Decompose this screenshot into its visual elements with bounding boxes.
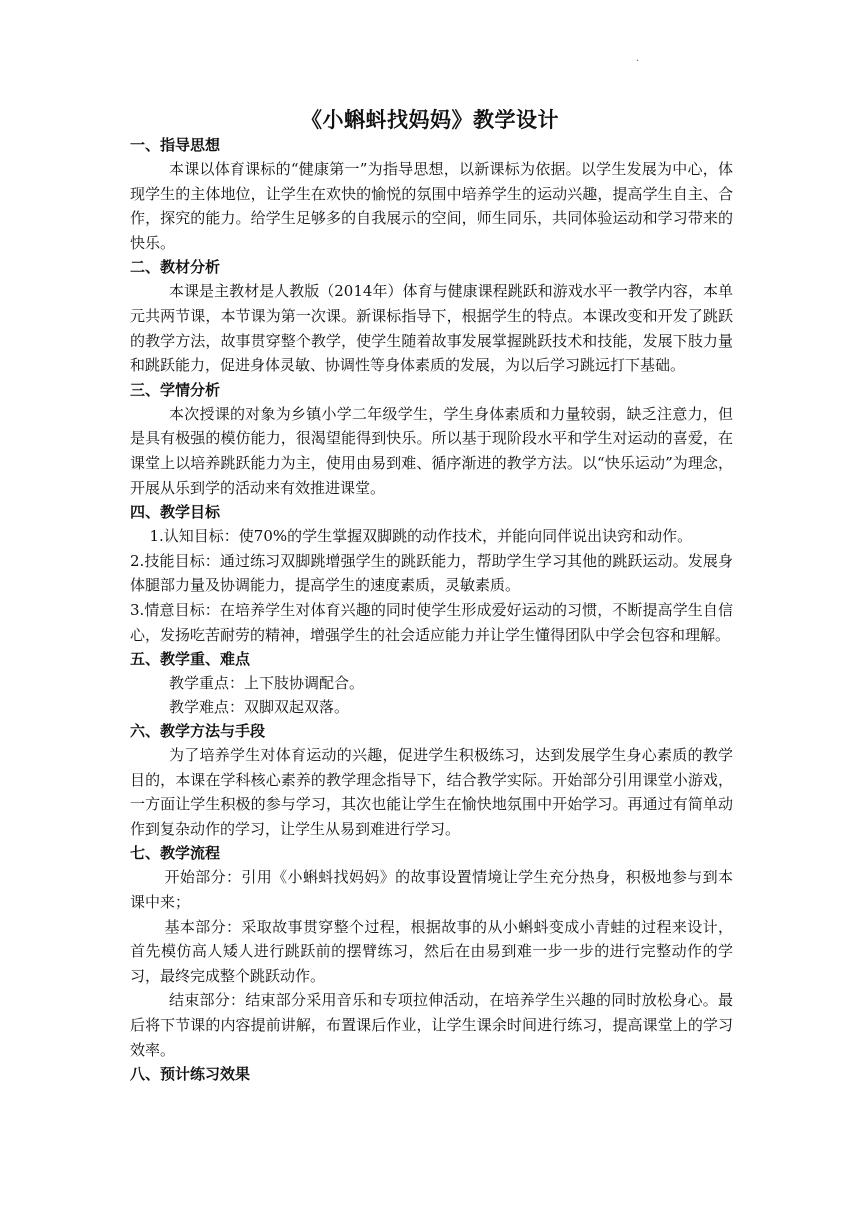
process-closing: 结束部分：结束部分采用音乐和专项拉伸活动，在培养学生兴趣的同时放松身心。最后将下节课的内容提前讲解，布置课后作业，让学生课余时间进行练习，提高课堂上的学习效率。 bbox=[130, 991, 733, 1059]
section-heading-key-points: 五、教学重、难点 bbox=[130, 650, 251, 669]
learner-analysis-paragraph: 本次授课的对象为乡镇小学二年级学生，学生身体素质和力量较弱，缺乏注意力，但是具有极强的模仿能力，很渴望能得到快乐。所以基于现阶段水平和学生对运动的喜爱，在课堂上以培养跳跃能力为主，使用由易到难、循序渐进的教学方法。以“快乐运动”为理念，开展从乐到学的活动来有效推进课堂。 bbox=[130, 404, 733, 497]
section-heading-guiding-thought: 一、指导思想 bbox=[130, 136, 221, 154]
section-heading-expected-effect: 八、预计练习效果 bbox=[130, 1065, 251, 1084]
difficult-point: 教学难点：双脚双起双落。 bbox=[169, 698, 350, 717]
section-heading-teaching-process: 七、教学流程 bbox=[130, 844, 221, 863]
goal-skill: 2.技能目标：通过练习双脚跳增强学生的跳跃能力，帮助学生学习其他的跳跃运动。发展身体腿部力量及协调能力，提高学生的速度素质，灵敏素质。 bbox=[130, 551, 733, 595]
guiding-thought-paragraph: 本课以体育课标的“健康第一”为指导思想，以新课标为依据。以学生发展为中心，体现学生的主体地位，让学生在欢快的愉悦的氛围中培养学生的运动兴趣，提高学生自主、合作，探究的能力。给学生足够多的自我展示的空间，师生同乐，共同体验运动和学习带来的快乐。 bbox=[130, 160, 733, 252]
document-title: 《小蝌蚪找妈妈》教学设计 bbox=[301, 107, 559, 132]
section-heading-teaching-goals: 四、教学目标 bbox=[130, 503, 221, 522]
section-heading-material-analysis: 二、教材分析 bbox=[130, 258, 221, 277]
goal-affective: 3.情意目标：在培养学生对体育兴趣的同时使学生形成爱好运动的习惯，不断提高学生自信心，发扬吃苦耐劳的精神，增强学生的社会适应能力并让学生懂得团队中学会包容和理解。 bbox=[130, 600, 733, 644]
section-heading-teaching-methods: 六、教学方法与手段 bbox=[130, 722, 266, 741]
goal-cognitive: 1.认知目标：使70%的学生掌握双脚跳的动作技术，并能向同伴说出诀窍和动作。 bbox=[149, 527, 693, 546]
corner-mark: · bbox=[636, 56, 640, 67]
process-opening: 开始部分：引用《小蝌蚪找妈妈》的故事设置情境让学生充分热身，积极地参与到本课中来； bbox=[130, 868, 733, 912]
process-main: 基本部分：采取故事贯穿整个过程，根据故事的从小蝌蚪变成小青蛙的过程来设计，首先模仿高人矮人进行跳跃前的摆臂练习，然后在由易到难一步一步的进行完整动作的学习，最终完成整个跳跃动作。 bbox=[130, 917, 733, 985]
key-point: 教学重点：上下肢协调配合。 bbox=[169, 674, 365, 693]
document-body bbox=[130, 133, 733, 1086]
section-heading-learner-analysis: 三、学情分析 bbox=[130, 380, 221, 399]
material-analysis-paragraph: 本课是主教材是人教版（2014年）体育与健康课程跳跃和游戏水平一教学内容，本单元共两节课，本节课为第一次课。新课标指导下，根据学生的特点。本课改变和开发了跳跃的教学方法，故事贯穿整个教学，使学生随着故事发展掌握跳跃技术和技能，发展下肢力量和跳跃能力，促进身体灵敏、协调性等身体素质的发展，为以后学习跳远打下基础。 bbox=[130, 282, 733, 375]
teaching-methods-paragraph: 为了培养学生对体育运动的兴趣，促进学生积极练习，达到发展学生身心素质的教学目的，本课在学科核心素养的教学理念指导下，结合教学实际。开始部分引用课堂小游戏，一方面让学生积极的参与学习，其次也能让学生在愉快地氛围中开始学习。再通过有简单动作到复杂动作的学习，让学生从易到难进行学习。 bbox=[130, 746, 733, 838]
